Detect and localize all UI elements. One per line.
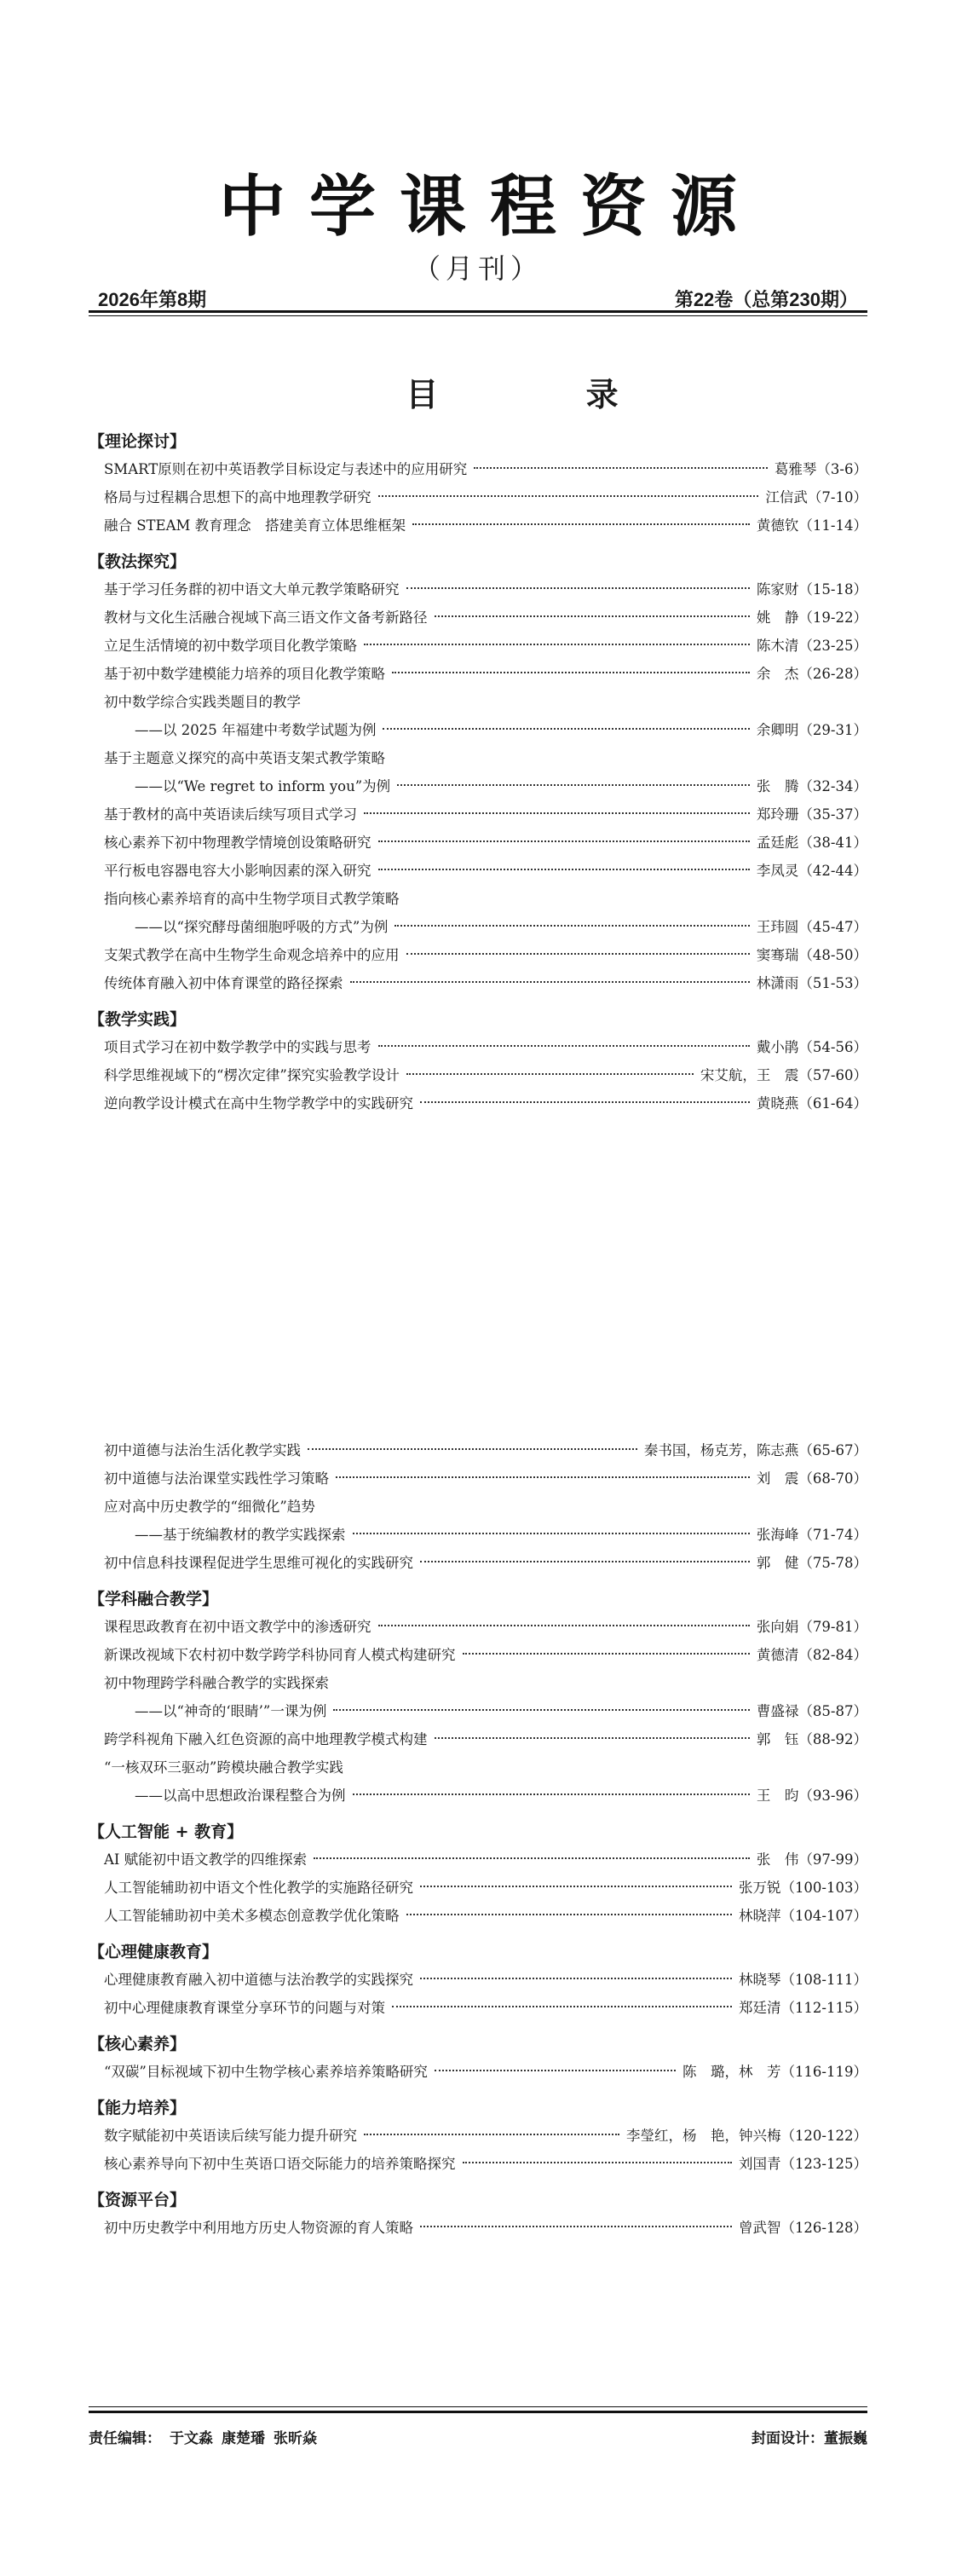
toc-entry-subtitle bbox=[89, 1697, 867, 1725]
section-heading: 【资源平台】 bbox=[89, 2191, 187, 2209]
toc-entry bbox=[89, 1966, 867, 1994]
toc-entry-subtitle bbox=[89, 772, 867, 800]
dot-leader bbox=[383, 728, 749, 730]
entry-title: 格局与过程耦合思想下的高中地理教学研究 bbox=[104, 489, 371, 505]
toc-entry bbox=[89, 1033, 867, 1061]
volume-number: 第22卷（总第230期） bbox=[674, 289, 858, 310]
toc-entry bbox=[89, 1669, 867, 1697]
toc-entry bbox=[89, 575, 867, 604]
issue-number: 2026年第8期 bbox=[98, 289, 207, 310]
entry-author-pages: 林晓萍（104-107） bbox=[738, 1908, 867, 1924]
dot-leader bbox=[435, 1737, 750, 1739]
entry-author-pages: 宋艾航，王 震（57-60） bbox=[700, 1067, 867, 1083]
footer-rule-thick bbox=[89, 2411, 867, 2413]
footer-rule-thin bbox=[89, 2406, 867, 2407]
entry-title: SMART原则在初中英语教学目标设定与表述中的应用研究 bbox=[104, 461, 468, 477]
entry-title: 数字赋能初中英语读后续写能力提升研究 bbox=[104, 2128, 357, 2144]
entry-author-pages: 秦书国，杨克芳，陈志燕（65-67） bbox=[643, 1442, 867, 1458]
entry-title: AI 赋能初中语文教学的四维探索 bbox=[104, 1851, 308, 1868]
dot-leader bbox=[314, 1857, 750, 1859]
dot-leader bbox=[392, 672, 750, 673]
dot-leader bbox=[364, 812, 750, 814]
entry-author-pages: 刘国青（123-125） bbox=[738, 2156, 867, 2172]
entry-title: ——以 2025 年福建中考数学试题为例 bbox=[135, 722, 377, 738]
entry-title: 基于学习任务群的初中语文大单元教学策略研究 bbox=[104, 581, 400, 598]
dot-leader bbox=[420, 1561, 750, 1562]
editor-name: 康楚璠 bbox=[222, 2430, 265, 2446]
dot-leader bbox=[378, 869, 750, 870]
dot-leader bbox=[353, 1533, 750, 1534]
entry-title: ——基于统编教材的教学实践探索 bbox=[135, 1527, 346, 1543]
dot-leader bbox=[378, 1625, 750, 1626]
dot-leader bbox=[333, 1709, 750, 1711]
dot-leader bbox=[474, 467, 768, 469]
entry-author-pages: 陈家财（15-18） bbox=[756, 581, 867, 598]
entry-author-pages: 林晓琴（108-111） bbox=[738, 1972, 867, 1988]
entry-title: 初中物理跨学科融合教学的实践探索 bbox=[104, 1675, 329, 1691]
toc-entry bbox=[89, 483, 867, 511]
dot-leader bbox=[350, 981, 750, 983]
dot-leader bbox=[420, 1101, 750, 1103]
toc-entry bbox=[89, 969, 867, 997]
entry-title: 支架式教学在高中生物学生命观念培养中的应用 bbox=[104, 947, 400, 963]
toc-entry bbox=[89, 2150, 867, 2178]
toc-entry bbox=[89, 1845, 867, 1874]
toc-entry bbox=[89, 1061, 867, 1089]
entry-author-pages: 余 杰（26-28） bbox=[756, 666, 867, 682]
toc-entry bbox=[89, 2058, 867, 2086]
toc-entry bbox=[89, 511, 867, 540]
section-heading: 【心理健康教育】 bbox=[89, 1943, 219, 1961]
entry-title: 基于主题意义探究的高中英语支架式教学策略 bbox=[104, 750, 385, 766]
entry-title: 跨学科视角下融入红色资源的高中地理教学模式构建 bbox=[104, 1731, 428, 1747]
editor-name: 于文淼 bbox=[170, 2430, 213, 2446]
entry-title: 初中数学综合实践类题目的教学 bbox=[104, 694, 301, 710]
toc-entry bbox=[89, 604, 867, 632]
dot-leader bbox=[364, 644, 750, 645]
toc-entry-subtitle bbox=[89, 913, 867, 941]
toc-entry bbox=[89, 688, 867, 716]
toc-entry bbox=[89, 1874, 867, 1902]
toc-entry-subtitle bbox=[89, 716, 867, 744]
dot-leader bbox=[406, 953, 750, 955]
entry-title: 基于教材的高中英语读后续写项目式学习 bbox=[104, 806, 357, 823]
entry-author-pages: 郑廷清（112-115） bbox=[738, 2000, 867, 2016]
entry-author-pages: 葛雅琴（3-6） bbox=[774, 461, 867, 477]
entry-author-pages: 郭 健（75-78） bbox=[756, 1555, 867, 1571]
entry-title: 心理健康教育融入初中道德与法治教学的实践探究 bbox=[104, 1972, 413, 1988]
entry-author-pages: 戴小鹃（54-56） bbox=[756, 1039, 867, 1055]
toc-entry bbox=[89, 1464, 867, 1493]
entry-title: 指向核心素养培育的高中生物学项目式教学策略 bbox=[104, 891, 400, 907]
entry-title: 初中信息科技课程促进学生思维可视化的实践研究 bbox=[104, 1555, 413, 1571]
masthead bbox=[0, 153, 956, 249]
dot-leader bbox=[397, 784, 750, 786]
header-rule-thin bbox=[89, 315, 867, 316]
dot-leader bbox=[336, 1476, 750, 1478]
editor-credits bbox=[89, 2426, 317, 2447]
entry-author-pages: 刘 震（68-70） bbox=[756, 1470, 867, 1487]
entry-title: “双碳”目标视域下初中生物学核心素养培养策略研究 bbox=[104, 2064, 428, 2080]
toc-entry bbox=[89, 885, 867, 913]
dot-leader bbox=[378, 840, 750, 842]
toc-title: 目 录 bbox=[406, 376, 687, 413]
journal-subtitle: （月刊） bbox=[412, 252, 543, 285]
entry-title: 初中历史教学中利用地方历史人物资源的育人策略 bbox=[104, 2220, 413, 2236]
entry-title: 核心素养下初中物理教学情境创设策略研究 bbox=[104, 835, 371, 851]
entry-title: “一核双环三驱动”跨模块融合教学实践 bbox=[104, 1759, 343, 1776]
dot-leader bbox=[308, 1448, 637, 1450]
toc-entry bbox=[89, 1641, 867, 1669]
entry-author-pages: 曹盛禄（85-87） bbox=[756, 1703, 867, 1719]
entry-title: 项目式学习在初中数学教学中的实践与思考 bbox=[104, 1039, 371, 1055]
dot-leader bbox=[392, 2006, 732, 2007]
entry-title: 新课改视域下农村初中数学跨学科协同育人模式构建研究 bbox=[104, 1647, 456, 1663]
entry-title: 传统体育融入初中体育课堂的路径探索 bbox=[104, 975, 343, 991]
entry-title: ——以“神奇的‘眼睛’”一课为例 bbox=[135, 1703, 327, 1719]
entry-title: 教材与文化生活融合视域下高三语文作文备考新路径 bbox=[104, 609, 428, 626]
entry-author-pages: 王 昀（93-96） bbox=[756, 1788, 867, 1804]
dot-leader bbox=[353, 1793, 750, 1795]
dot-leader bbox=[435, 615, 750, 617]
dot-leader bbox=[406, 1914, 732, 1915]
entry-author-pages: 江信武（7-10） bbox=[765, 489, 867, 505]
toc-entry bbox=[89, 829, 867, 857]
entry-title: 初中道德与法治生活化教学实践 bbox=[104, 1442, 301, 1458]
entry-author-pages: 余卿明（29-31） bbox=[756, 722, 867, 738]
dot-leader bbox=[420, 1978, 732, 1979]
toc-entry-subtitle bbox=[89, 1521, 867, 1549]
dot-leader bbox=[463, 1653, 750, 1655]
entry-author-pages: 黄德钦（11-14） bbox=[756, 517, 867, 534]
entry-author-pages: 张 腾（32-34） bbox=[756, 778, 867, 794]
entry-title: 人工智能辅助初中美术多模态创意教学优化策略 bbox=[104, 1908, 400, 1924]
entry-title: 人工智能辅助初中语文个性化教学的实施路径研究 bbox=[104, 1880, 413, 1896]
toc-entry bbox=[89, 2214, 867, 2242]
dot-leader bbox=[406, 587, 750, 589]
toc-entry bbox=[89, 1902, 867, 1930]
entry-author-pages: 郭 钰（88-92） bbox=[756, 1731, 867, 1747]
dot-leader bbox=[463, 2162, 732, 2163]
toc-entry bbox=[89, 1549, 867, 1577]
entry-title: 科学思维视域下的“楞次定律”探究实验教学设计 bbox=[104, 1067, 400, 1083]
dot-leader bbox=[412, 523, 750, 525]
toc-block-lower bbox=[89, 1436, 867, 2242]
section-heading: 【理论探讨】 bbox=[89, 432, 187, 451]
entry-author-pages: 黄晓燕（61-64） bbox=[756, 1095, 867, 1112]
entry-author-pages: 孟廷彪（38-41） bbox=[756, 835, 867, 851]
toc-entry bbox=[89, 455, 867, 483]
toc-entry bbox=[89, 1436, 867, 1464]
entry-title: ——以“We regret to inform you”为例 bbox=[135, 778, 391, 794]
entry-author-pages: 黄德清（82-84） bbox=[756, 1647, 867, 1663]
entry-author-pages: 林潇雨（51-53） bbox=[756, 975, 867, 991]
toc-entry bbox=[89, 2122, 867, 2150]
toc-entry bbox=[89, 941, 867, 969]
entry-title: 融合 STEAM 教育理念 搭建美育立体思维框架 bbox=[104, 517, 406, 534]
entry-title: ——以“探究酵母菌细胞呼吸的方式”为例 bbox=[135, 919, 389, 935]
toc-entry bbox=[89, 660, 867, 688]
section-heading: 【学科融合教学】 bbox=[89, 1590, 219, 1609]
editor-label: 责任编辑： bbox=[89, 2430, 161, 2446]
entry-author-pages: 张海峰（71-74） bbox=[756, 1527, 867, 1543]
toc-entry bbox=[89, 744, 867, 772]
entry-title: 立足生活情境的初中数学项目化教学策略 bbox=[104, 638, 357, 654]
dot-leader bbox=[420, 2226, 732, 2227]
entry-author-pages: 姚 静（19-22） bbox=[756, 609, 867, 626]
entry-title: 核心素养导向下初中生英语口语交际能力的培养策略探究 bbox=[104, 2156, 456, 2172]
dot-leader bbox=[435, 2070, 676, 2071]
entry-title: 初中心理健康教育课堂分享环节的问题与对策 bbox=[104, 2000, 385, 2016]
toc-entry bbox=[89, 1753, 867, 1782]
entry-author-pages: 陈 璐，林 芳（116-119） bbox=[682, 2064, 867, 2080]
toc-entry bbox=[89, 1613, 867, 1641]
toc-block-upper bbox=[89, 428, 867, 1118]
toc-entry bbox=[89, 1994, 867, 2022]
dot-leader bbox=[378, 495, 759, 497]
section-heading: 【教学实践】 bbox=[89, 1010, 187, 1029]
issue-row bbox=[98, 286, 858, 312]
toc-entry bbox=[89, 800, 867, 829]
toc-entry-subtitle bbox=[89, 1782, 867, 1810]
entry-title: 课程思政教育在初中语文教学中的渗透研究 bbox=[104, 1619, 371, 1635]
header-rule-thick bbox=[89, 310, 867, 313]
entry-author-pages: 郑玲珊（35-37） bbox=[756, 806, 867, 823]
footer bbox=[89, 2426, 867, 2447]
toc-entry bbox=[89, 1089, 867, 1118]
entry-author-pages: 曾武智（126-128） bbox=[738, 2220, 867, 2236]
dot-leader bbox=[364, 2134, 619, 2135]
entry-title: 平行板电容器电容大小影响因素的深入研究 bbox=[104, 863, 371, 879]
entry-author-pages: 张 伟（97-99） bbox=[756, 1851, 867, 1868]
dot-leader bbox=[420, 1886, 732, 1887]
entry-title: ——以高中思想政治课程整合为例 bbox=[135, 1788, 346, 1804]
entry-author-pages: 李瑩红，杨 艳，钟兴梅（120-122） bbox=[625, 2128, 867, 2144]
dot-leader bbox=[394, 925, 750, 927]
dot-leader bbox=[406, 1073, 694, 1075]
editor-name: 张昕焱 bbox=[274, 2430, 317, 2446]
dot-leader bbox=[378, 1045, 750, 1047]
journal-title: 中学课程资源 bbox=[218, 168, 761, 245]
entry-author-pages: 王玮圆（45-47） bbox=[756, 919, 867, 935]
toc-entry bbox=[89, 857, 867, 885]
entry-title: 基于初中数学建模能力培养的项目化教学策略 bbox=[104, 666, 385, 682]
entry-title: 逆向教学设计模式在高中生物学教学中的实践研究 bbox=[104, 1095, 413, 1112]
section-heading: 【人工智能 + 教育】 bbox=[89, 1822, 244, 1841]
entry-author-pages: 窦骞瑞（48-50） bbox=[756, 947, 867, 963]
toc-entry bbox=[89, 1725, 867, 1753]
entry-title: 应对高中历史教学的“细微化”趋势 bbox=[104, 1499, 315, 1515]
entry-author-pages: 张万锐（100-103） bbox=[738, 1880, 867, 1896]
entry-author-pages: 陈木清（23-25） bbox=[756, 638, 867, 654]
section-heading: 【核心素养】 bbox=[89, 2035, 187, 2053]
toc-entry bbox=[89, 632, 867, 660]
entry-title: 初中道德与法治课堂实践性学习策略 bbox=[104, 1470, 329, 1487]
section-heading: 【教法探究】 bbox=[89, 552, 187, 571]
toc-entry bbox=[89, 1493, 867, 1521]
cover-design-credit: 封面设计：董振巍 bbox=[752, 2430, 867, 2446]
entry-author-pages: 李凤灵（42-44） bbox=[756, 863, 867, 879]
section-heading: 【能力培养】 bbox=[89, 2099, 187, 2117]
entry-author-pages: 张向娟（79-81） bbox=[756, 1619, 867, 1635]
